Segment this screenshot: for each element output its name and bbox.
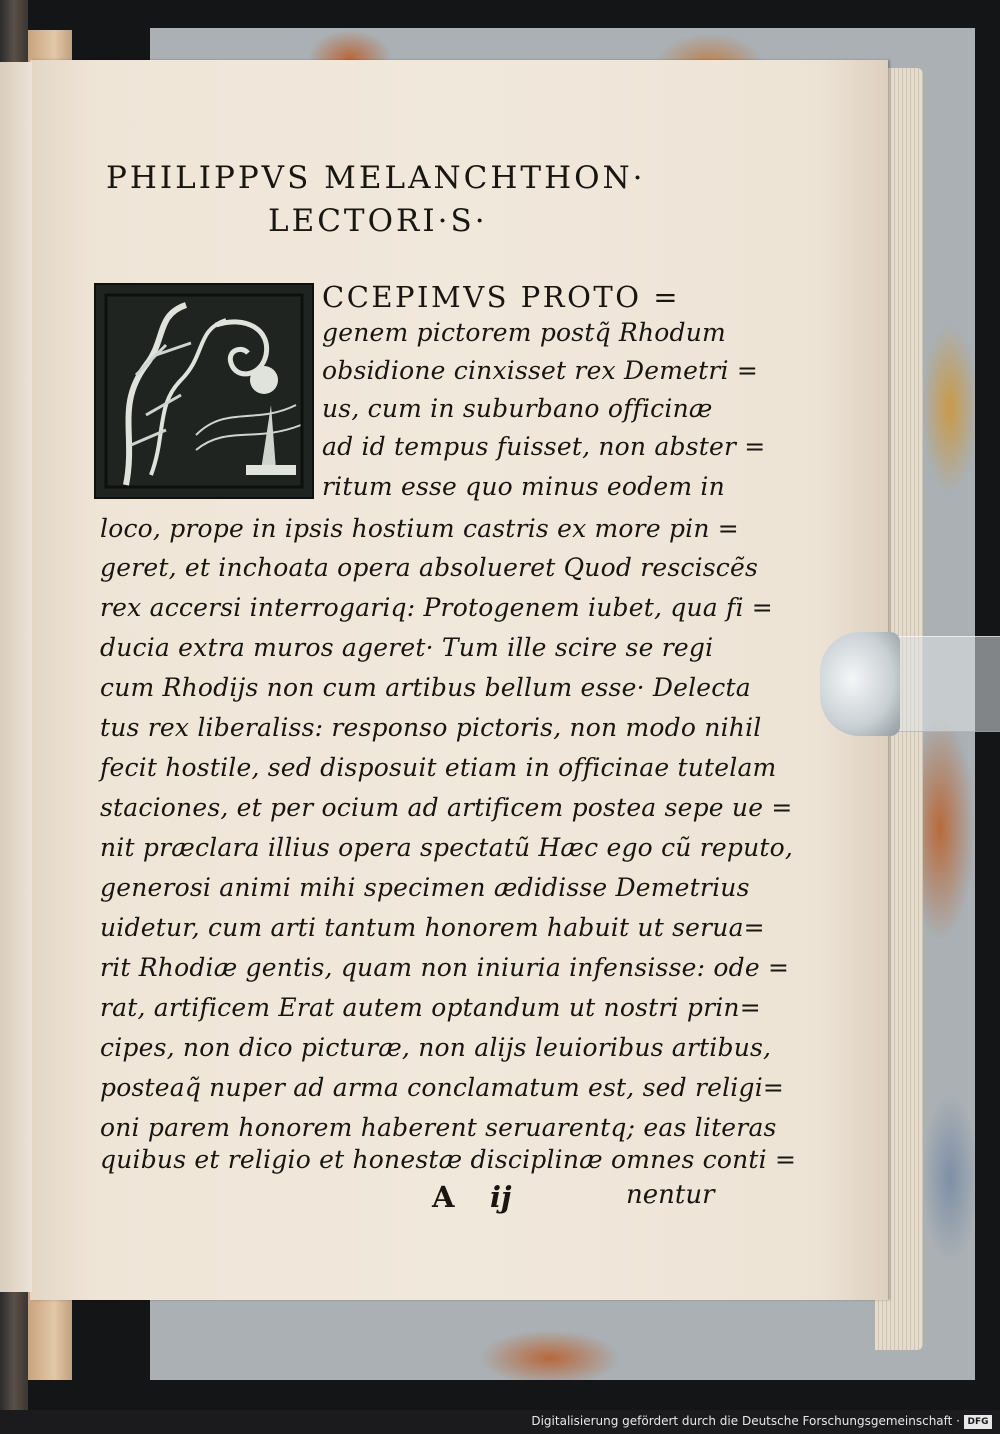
text-line: cum Rhodijs non cum artibus bellum esse· Delecta — [100, 673, 751, 702]
catchword: nentur — [626, 1180, 715, 1210]
floral-initial-icon — [96, 285, 312, 497]
signature-numeral: ij — [490, 1180, 512, 1214]
signature-letter: A — [432, 1180, 455, 1214]
text-line: quibus et religio et honestæ disciplinæ omnes conti = — [100, 1145, 797, 1174]
book-clip — [820, 632, 1000, 742]
text-line: geret, et inchoata opera absolueret Quod resciscẽs — [100, 553, 759, 582]
text-line: rat, artificem Erat autem optandum ut nostri prin= — [100, 993, 761, 1022]
dfg-logo: DFG — [964, 1415, 992, 1429]
text-line: cipes, non dico picturæ, non alijs leuioribus artibus, — [100, 1033, 772, 1062]
text-line: loco, prope in ipsis hostium castris ex more pin = — [100, 514, 739, 543]
text-line: generosi animi mihi specimen ædidisse Demetrius — [100, 873, 750, 902]
text-line: us, cum in suburbano officinæ — [322, 394, 713, 423]
text-line: tus rex liberaliss: responso pictoris, non modo nihil — [100, 713, 762, 742]
text-line: rex accersi interrogariq: Protogenem iubet, qua fi = — [100, 593, 773, 622]
footer-bar — [0, 1410, 1000, 1434]
text-line: ritum esse quo minus eodem in — [322, 472, 725, 501]
text-line: genem pictorem postq̃ Rhodum — [322, 318, 726, 347]
heading-line-1: PHILIPPVS MELANCHTHON· — [106, 160, 646, 196]
text-line: uidetur, cum arti tantum honorem habuit ut serua= — [100, 913, 765, 942]
text-line: staciones, et per ocium ad artificem postea sepe ue = — [100, 793, 793, 822]
text-line: fecit hostile, sed disposuit etiam in officinae tutelam — [100, 753, 777, 782]
footer-credit: Digitalisierung gefördert durch die Deutsche Forschungsgemeinschaft · — [531, 1414, 960, 1428]
text-line: obsidione cinxisset rex Demetri = — [322, 356, 759, 385]
heading-line-2: LECTORI·S· — [268, 203, 488, 239]
text-line: oni parem honorem haberent seruarentq; eas literas — [100, 1113, 777, 1142]
text-line: ducia extra muros ageret· Tum ille scire se regi — [100, 633, 714, 662]
decorated-initial — [94, 283, 314, 499]
text-line: nit præclara illius opera spectatũ Hæc ego cũ reputo, — [100, 833, 794, 862]
text-line: posteaq̃ nuper ad arma conclamatum est, sed religi= — [100, 1073, 785, 1102]
incipit-line: CCEPIMVS PROTO = — [322, 280, 680, 314]
text-line: rit Rhodiæ gentis, quam non iniuria infensisse: ode = — [100, 953, 790, 982]
page-gutter — [0, 62, 32, 1292]
text-line: ad id tempus fuisset, non abster = — [322, 432, 766, 461]
